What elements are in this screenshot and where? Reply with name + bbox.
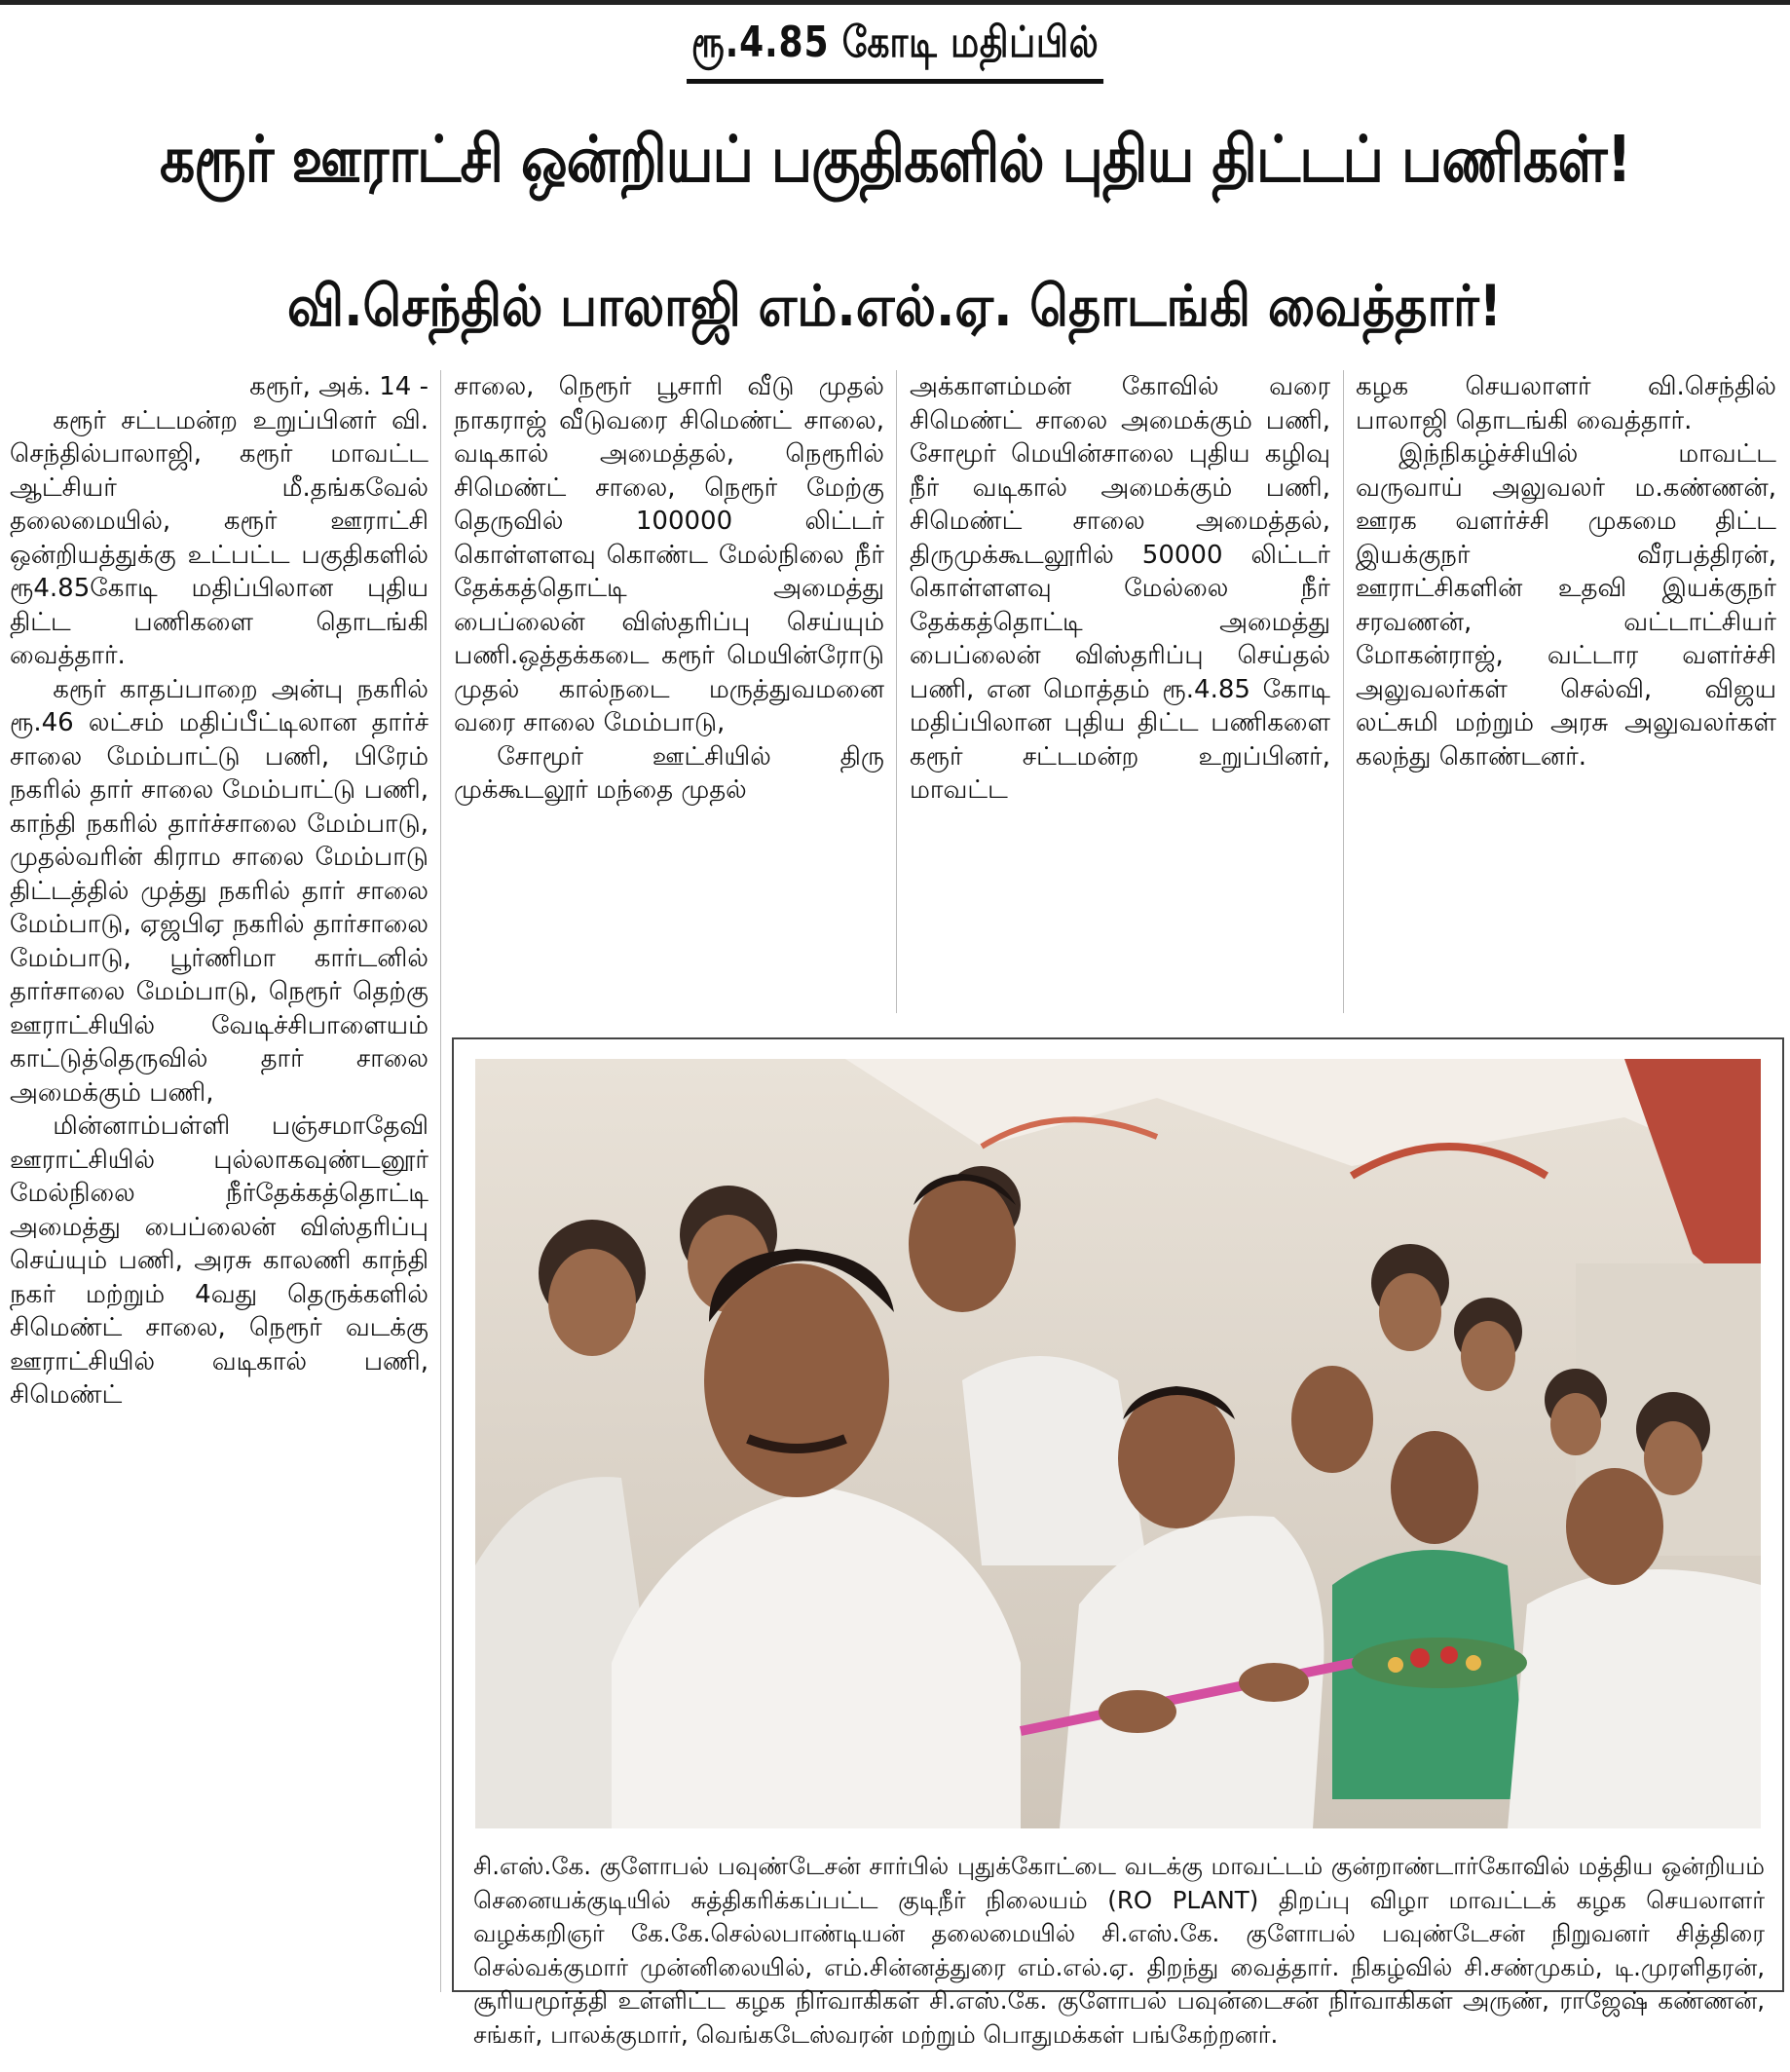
paragraph: கரூர் காதப்பாறை அன்பு நகரில் ரூ.46 லட்சம் மதிப்பீட்டிலான தார்ச் சாலை மேம்பாட்டு பணி, பிரேம் நகரில் தார் சாலை மேம்பாட்டு பணி, காந்தி நகரில் தார்ச்சாலை மேம்பாடு, முதல்வரின் கிராம சாலை மேம்பாடு திட்டத்தில் முத்து நகரில் தார் சாலை மேம்பாடு, ஏஜபிஏ நகரில் தார்சாலை மேம்பாடு, பூர்ணிமா கார்டனில் தார்சாலை மேம்பாடு, நெரூர் தெற்கு ஊராட்சியில் வேடிச்சிபாளையம் காட்டுத்தெருவில் தார் சாலை அமைக்கும் பணி, <box>10 674 429 1108</box>
article-column-1 <box>10 370 429 1992</box>
column-divider <box>896 370 897 1013</box>
paragraph: சாலை, நெரூர் பூசாரி வீடு முதல் நாகராஜ் வீடுவரை சிமெண்ட் சாலை, வடிகால் அமைத்தல், நெரூரில் சிமெண்ட் சாலை, நெரூர் மேற்கு தெருவில் 100000 லிட்டர் கொள்ளளவு கொண்ட மேல்நிலை நீர் தேக்கத்தொட்டி அமைத்து பைப்லைன் விஸ்தரிப்பு செய்யும் பணி.ஒத்தக்கடை கரூர் மெயின்ரோடு முதல் கால்நடை மருத்துவமனை வரை சாலை மேம்பாடு, <box>454 372 884 737</box>
kicker <box>0 18 1790 84</box>
paragraph: மின்னாம்பள்ளி பஞ்சமாதேவி ஊராட்சியில் புல்லாகவுண்டனூர் மேல்நிலை நீர்தேக்கத்தொட்டி அமைத்து பைப்லைன் விஸ்தரிப்பு செய்யும் பணி, அரசு காலணி காந்தி நகர் மற்றும் 4வது தெருக்களில் சிமெண்ட் சாலை, நெரூர் வடக்கு ஊராட்சியில் வடிகால் பணி, சிமெண்ட் <box>10 1111 429 1410</box>
photo-box <box>452 1037 1784 2049</box>
article-column-3 <box>910 370 1330 1013</box>
photo-illustration <box>475 1059 1761 1828</box>
photo-caption: சி.எஸ்.கே. குளோபல் பவுண்டேசன் சார்பில் புதுக்கோட்டை வடக்கு மாவட்டம் குன்றாண்டார்கோவில் மத்திய ஒன்றியம் செனையக்குடியில் சுத்திகரிக்கப்பட்ட குடிநீர் நிலையம் (RO PLANT) திறப்பு விழா மாவட்டக் கழக செயலாளர் வழக்கறிஞர் கே.கே.செல்லபாண்டியன் தலைமையில் சி.எஸ்.கே. குளோபல் பவுண்டேசன் நிறுவனர் சித்திரை செல்வக்குமார் முன்னிலையில், எம்.சின்னத்துரை எம்.எல்.ஏ. திறந்து வைத்தார். நிகழ்வில் சி.சண்முகம், டி.முரளிதரன், சூரியமூர்த்தி உள்ளிட்ட கழக நிர்வாகிகள் சி.எஸ்.கே. குளோபல் பவுன்டைசன் நிர்வாகிகள் அருண், ராஜேஷ் கண்ணன், சங்கர், பாலக்குமார், வெங்கடேஸ்வரன் மற்றும் பொதுமக்கள் பங்கேற்றனர். <box>473 1852 1765 2049</box>
paragraph: கழக செயலாளர் வி.செந்தில் பாலாஜி தொடங்கி வைத்தார். <box>1356 372 1776 435</box>
paragraph: அக்காளம்மன் கோவில் வரை சிமெண்ட் சாலை அமைக்கும் பணி, சோமூர் மெயின்சாலை புதிய கழிவு நீர் வடிகால் அமைக்கும் பணி, சிமெண்ட் சாலை அமைத்தல், திருமுக்கூடலூரில் 50000 லிட்டர் கொள்ளளவு மேல்லை நீர் தேக்கத்தொட்டி அமைத்து பைப்லைன் விஸ்தரிப்பு செய்தல் பணி, என மொத்தம் ரூ.4.85 கோடி மதிப்பிலான புதிய திட்ட பணிகளை கரூர் சட்டமன்ற உறுப்பினர், மாவட்ட <box>910 372 1330 805</box>
column-divider <box>1343 370 1344 1013</box>
paragraph: சோமூர் ஊட்சியில் திரு முக்கூடலூர் மந்தை முதல் <box>454 741 884 805</box>
subheadline <box>0 273 1790 347</box>
paragraph: இந்நிகழ்ச்சியில் மாவட்ட வருவாய் அலுவலர் ம.கண்ணன், ஊரக வளர்ச்சி முகமை திட்ட இயக்குநர் வீரபத்திரன், ஊராட்சிகளின் உதவி இயக்குநர் சரவணன், வட்டாட்சியர் மோகன்ராஜ், வட்டார வளர்ச்சி அலுவலர்கள் செல்வி, விஜய லட்சுமி மற்றும் அரசு அலுவலர்கள் கலந்து கொண்டனர். <box>1356 439 1776 772</box>
article-column-4 <box>1356 370 1776 1013</box>
paragraph: கரூர் சட்டமன்ற உறுப்பினர் வி. செந்தில்பாலாஜி, கரூர் மாவட்ட ஆட்சியர் மீ.தங்கவேல் தலைமையில், கரூர் ஊராட்சி ஒன்றியத்துக்கு உட்பட்ட பகுதிகளில் ரூ4.85கோடி மதிப்பிலான புதிய திட்ட பணிகளை தொடங்கி வைத்தார். <box>10 405 429 670</box>
kicker-text: ரூ.4.85 கோடி மதிப்பில் <box>687 18 1103 84</box>
headline <box>0 122 1790 206</box>
dateline: கரூர், அக். 14 - <box>249 372 429 401</box>
article-column-2 <box>454 370 884 1013</box>
top-rule <box>0 0 1790 5</box>
column-divider <box>440 370 441 1992</box>
subheadline-text: வி.செந்தில் பாலாஜி எம்.எல்.ஏ. தொடங்கி வைத்தார்! <box>287 273 1503 339</box>
headline-text: கரூர் ஊராட்சி ஒன்றியப் பகுதிகளில் புதிய திட்டப் பணிகள்! <box>159 122 1631 197</box>
